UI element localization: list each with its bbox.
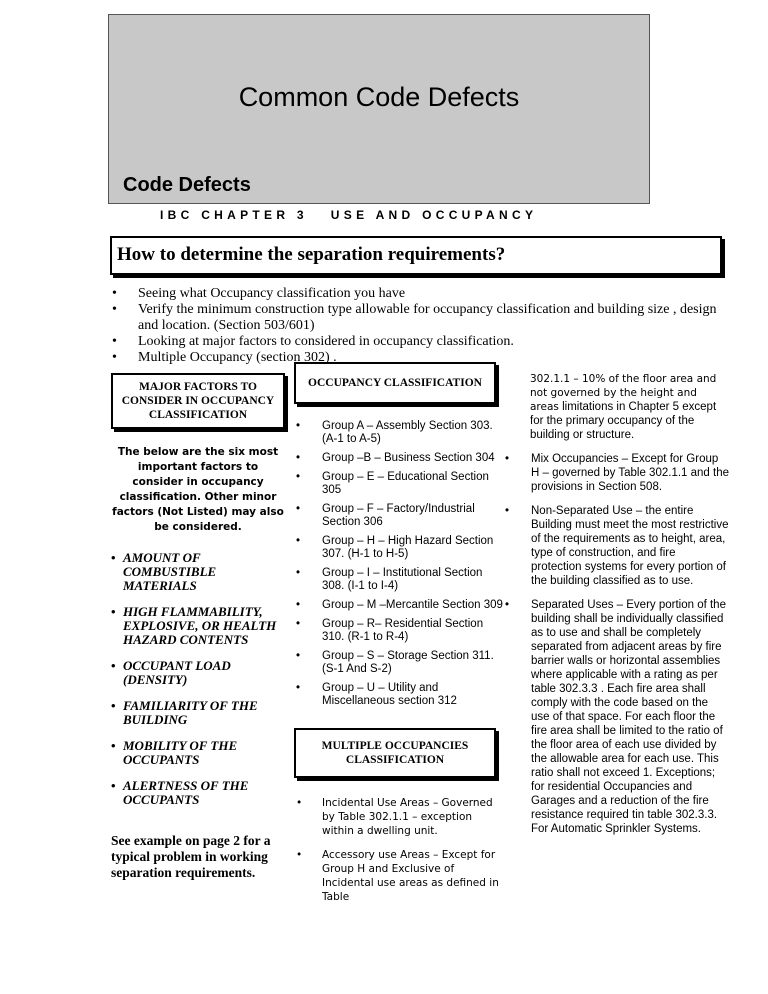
- list-item: • Mix Occupancies – Except for Group H – governed by Table 302.1.1 and the provisions in Section 508.: [503, 452, 729, 494]
- list-item: • ALERTNESS OF THE OCCUPANTS: [111, 779, 291, 807]
- list-item: • Group – R– Residential Section 310. (R-1 to R-4): [294, 618, 504, 644]
- list-item: • Group – F – Factory/Industrial Section 306: [294, 503, 504, 529]
- list-item: • MOBILITY OF THE OCCUPANTS: [111, 739, 291, 767]
- paragraph-rest: limitations in Chapter 5 except for the primary occupancy of the building or structure.: [530, 401, 717, 441]
- page-title: Common Code Defects: [238, 82, 520, 112]
- list-item: • OCCUPANT LOAD (DENSITY): [111, 659, 291, 687]
- list-item: • Group – I – Institutional Section 308. (I-1 to I-4): [294, 567, 504, 593]
- list-item: • Group – E – Educational Section 305: [294, 471, 504, 497]
- list-item: • Group – H – High Hazard Section 307. (H-1 to H-5): [294, 535, 504, 561]
- list-item: • Seeing what Occupancy classification you have: [110, 286, 730, 302]
- continued-paragraph: [503, 372, 729, 442]
- use-types-list: [503, 452, 729, 846]
- middle-column: [294, 362, 504, 914]
- list-item: • Looking at major factors to considered in occupancy classification.: [110, 334, 730, 350]
- list-item: • FAMILIARITY OF THE BUILDING: [111, 699, 291, 727]
- section-subtitle: IBC CHAPTER 3 USE AND OCCUPANCY: [160, 208, 538, 222]
- section-title: Code Defects: [123, 174, 251, 196]
- multiple-occupancies-heading: MULTIPLE OCCUPANCIES CLASSIFICATION: [294, 728, 496, 778]
- factors-list: [111, 551, 291, 819]
- multiple-occupancies-list: [294, 796, 504, 914]
- left-column: [111, 373, 291, 881]
- paragraph-lead: 302.1.1 – 10% of the floor area and not governed by the height and areas: [530, 373, 717, 413]
- major-factors-description: The below are the six most important factors to consider in occupancy classification. Other minor factors (Not Listed) may also be considered.: [112, 446, 284, 533]
- question-heading: How to determine the separation requirements?: [110, 236, 722, 275]
- intro-list: [110, 286, 730, 366]
- list-item: • Multiple Occupancy (section 302) .: [110, 350, 730, 366]
- list-item: • Separated Uses – Every portion of the building shall be individually classified as to use and shall be completely separated from adjacent areas by fire barrier walls or horizontal assemblies where applicable with a rating as per table 302.3.3 . Each fire area shall comply with the code based on the use of that space. For each floor the fire area shall be limited to the ratio of the floor area of each use divided by the allowable area for each use. This ratio shall not exceed 1. Exceptions; for residential Occupancies and Garages and a reduction of the fire resistance required tin table 302.3.3. For Automatic Sprinkler Systems.: [503, 598, 729, 836]
- right-column: [503, 372, 729, 846]
- list-item: • Non-Separated Use – the entire Building must meet the most restrictive of the requirements as to height, area, type of construction, and fire protection systems for every portion of the building classified as to use.: [503, 504, 729, 588]
- list-item: • Group – U – Utility and Miscellaneous section 312: [294, 682, 504, 708]
- list-item: • Group – S – Storage Section 311. (S-1 And S-2): [294, 650, 504, 676]
- major-factors-heading: MAJOR FACTORS TO CONSIDER IN OCCUPANCY CLASSIFICATION: [111, 373, 285, 429]
- list-item: • Group A – Assembly Section 303. (A-1 to A-5): [294, 420, 504, 446]
- list-item: • AMOUNT OF COMBUSTIBLE MATERIALS: [111, 551, 291, 593]
- list-item: • Incidental Use Areas – Governed by Table 302.1.1 – exception within a dwelling unit.: [294, 796, 504, 838]
- list-item: • Verify the minimum construction type allowable for occupancy classification and building size , design and location. (Section 503/601): [110, 302, 730, 334]
- occupancy-list: [294, 420, 504, 714]
- list-item: • Group – M –Mercantile Section 309: [294, 599, 504, 612]
- occupancy-heading: OCCUPANCY CLASSIFICATION: [294, 362, 496, 404]
- list-item: • Accessory use Areas – Except for Group H and Exclusive of Incidental use areas as defined in Table: [294, 848, 504, 904]
- list-item: • Group –B – Business Section 304: [294, 452, 504, 465]
- example-note: See example on page 2 for a typical problem in working separation requirements.: [111, 833, 271, 880]
- list-item: • HIGH FLAMMABILITY, EXPLOSIVE, OR HEALTH HAZARD CONTENTS: [111, 605, 291, 647]
